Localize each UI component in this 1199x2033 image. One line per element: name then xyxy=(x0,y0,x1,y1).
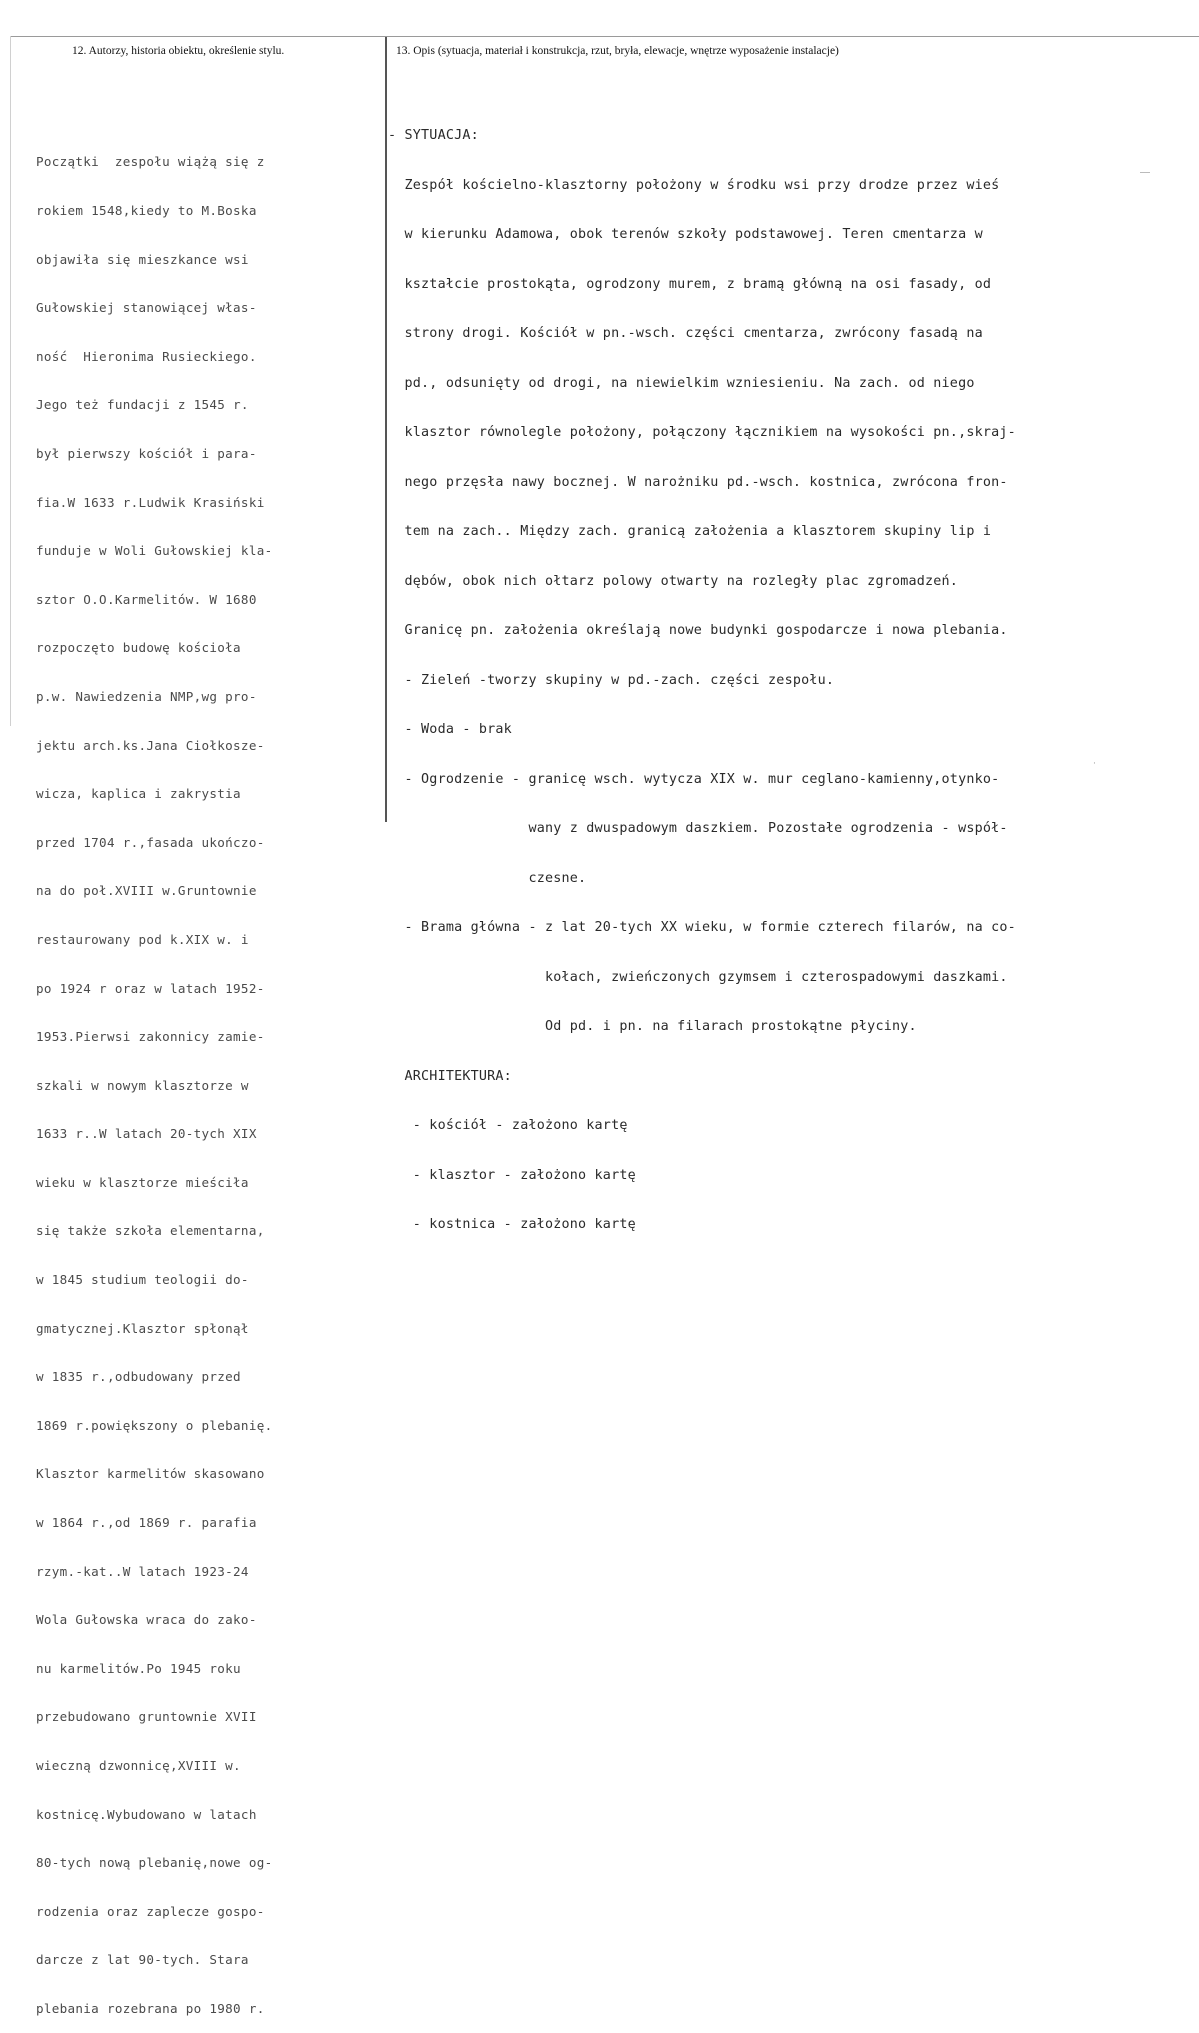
description-line: kształcie prostokąta, ogrodzony murem, z bramą główną na osi fasady, od xyxy=(388,276,992,292)
description-text-block xyxy=(388,95,1016,1250)
history-line: rozpoczęto budowę kościoła xyxy=(36,640,241,656)
history-text-block xyxy=(36,122,272,2033)
history-line: na do poł.XVIII w.Gruntownie xyxy=(36,883,257,899)
description-line: klasztor równolegle położony, połączony łącznikiem na wysokości pn.,skraj- xyxy=(388,425,1016,440)
description-line: - Woda - brak xyxy=(388,722,512,737)
description-line: w kierunku Adamowa, obok terenów szkoły podstawowej. Teren cmentarza w xyxy=(388,227,983,242)
right-column-header: 13. Opis (sytuacja, materiał i konstrukcja, rzut, bryła, elewacje, wnętrze wyposażenie instalacje) xyxy=(396,45,839,57)
description-line: dębów, obok nich ołtarz polowy otwarty na rozległy plac zgromadzeń. xyxy=(388,573,959,589)
history-line: Początki zespołu wiążą się z xyxy=(36,154,265,170)
section-heading-situation: - SYTUACJA: xyxy=(388,128,479,143)
history-line: funduje w Woli Gułowskiej kla- xyxy=(36,543,273,559)
description-line: - Zieleń -tworzy skupiny w pd.-zach. części zespołu. xyxy=(388,672,835,688)
history-line: 1953.Pierwsi zakonnicy zamie- xyxy=(36,1029,265,1045)
description-line: czesne. xyxy=(388,870,587,886)
history-line: szkali w nowym klasztorze w xyxy=(36,1077,249,1093)
architecture-item: - kościół - założono kartę xyxy=(388,1118,628,1133)
history-line: sztor O.O.Karmelitów. W 1680 xyxy=(36,591,257,607)
history-line: 80-tych nową plebanię,nowe og- xyxy=(36,1855,273,1871)
description-line: Zespół kościelno-klasztorny położony w środku wsi przy drodze przez wieś xyxy=(388,177,1000,193)
history-line: wieku w klasztorze mieściła xyxy=(36,1174,249,1190)
history-line: był pierwszy kościół i para- xyxy=(36,445,257,461)
history-line: restaurowany pod k.XIX w. i xyxy=(36,931,249,947)
history-line: jektu arch.ks.Jana Ciołkosze- xyxy=(36,737,265,753)
history-line: kostnicę.Wybudowano w latach xyxy=(36,1806,257,1822)
history-line: Jego też fundacji z 1545 r. xyxy=(36,397,249,413)
history-line: wicza, kaplica i zakrystia xyxy=(36,786,241,802)
architecture-item: - klasztor - założono kartę xyxy=(388,1167,636,1183)
description-line: Od pd. i pn. na filarach prostokątne płyciny. xyxy=(388,1019,917,1034)
history-line: p.w. Nawiedzenia NMP,wg pro- xyxy=(36,688,257,704)
history-line: w 1835 r.,odbudowany przed xyxy=(36,1369,241,1385)
history-line: w 1845 studium teologii do- xyxy=(36,1272,249,1288)
history-line: darcze z lat 90-tych. Stara xyxy=(36,1952,249,1968)
history-line: 1869 r.powiększony o plebanię. xyxy=(36,1417,273,1433)
history-line: wieczną dzwonnicę,XVIII w. xyxy=(36,1758,241,1773)
scan-speck: · xyxy=(1093,759,1096,769)
description-line: kołach, zwieńczonych gzymsem i czterospadowymi daszkami. xyxy=(388,969,1008,985)
history-line: Wola Gułowska wraca do zako- xyxy=(36,1612,257,1628)
history-line: nu karmelitów.Po 1945 roku xyxy=(36,1660,241,1676)
history-line: fia.W 1633 r.Ludwik Krasiński xyxy=(36,494,265,510)
left-column-header: 12. Autorzy, historia obiektu, określenie stylu. xyxy=(72,45,285,57)
section-heading-architecture: ARCHITEKTURA: xyxy=(388,1068,512,1084)
description-line: - Ogrodzenie - granicę wsch. wytycza XIX w. mur ceglano-kamienny,otynko- xyxy=(388,771,1000,787)
history-line: objawiła się mieszkance wsi xyxy=(36,251,249,267)
history-line: przed 1704 r.,fasada ukończo- xyxy=(36,834,265,850)
history-line: ność Hieronima Rusieckiego. xyxy=(36,348,257,364)
description-line: wany z dwuspadowym daszkiem. Pozostałe ogrodzenia - współ- xyxy=(388,821,1008,836)
description-line: Granicę pn. założenia określają nowe budynki gospodarcze i nowa plebania. xyxy=(388,623,1008,638)
history-line: rzym.-kat..W latach 1923-24 xyxy=(36,1563,249,1579)
scan-mark xyxy=(1140,172,1150,173)
history-line: w 1864 r.,od 1869 r. parafia xyxy=(36,1515,257,1531)
column-divider xyxy=(385,37,387,822)
history-line: 1633 r..W latach 20-tych XIX xyxy=(36,1126,257,1142)
history-line: się także szkoła elementarna, xyxy=(36,1223,265,1239)
description-line: pd., odsunięty od drogi, na niewielkim wzniesieniu. Na zach. od niego xyxy=(388,375,975,391)
architecture-item: - kostnica - założono kartę xyxy=(388,1217,636,1232)
history-line: plebania rozebrana po 1980 r. xyxy=(36,2000,265,2016)
description-line: tem na zach.. Między zach. granicą założenia a klasztorem skupiny lip i xyxy=(388,524,992,539)
history-line: przebudowano gruntownie XVII xyxy=(36,1709,257,1725)
form-top-border xyxy=(10,36,1199,37)
description-line: nego przęsła nawy bocznej. W narożniku pd.-wsch. kostnica, zwrócona fron- xyxy=(388,474,1008,490)
history-line: rokiem 1548,kiedy to M.Boska xyxy=(36,203,257,218)
history-line: Klasztor karmelitów skasowano xyxy=(36,1466,265,1482)
history-line: po 1924 r oraz w latach 1952- xyxy=(36,980,265,996)
form-left-border xyxy=(10,36,11,726)
history-line: gmatycznej.Klasztor spłonął xyxy=(36,1320,249,1336)
history-line: rodzenia oraz zaplecze gospo- xyxy=(36,1903,265,1919)
description-line: strony drogi. Kościół w pn.-wsch. części cmentarza, zwrócony fasadą na xyxy=(388,326,983,341)
history-line: Gułowskiej stanowiącej włas- xyxy=(36,300,257,316)
description-line: - Brama główna - z lat 20-tych XX wieku, w formie czterech filarów, na co- xyxy=(388,920,1016,935)
